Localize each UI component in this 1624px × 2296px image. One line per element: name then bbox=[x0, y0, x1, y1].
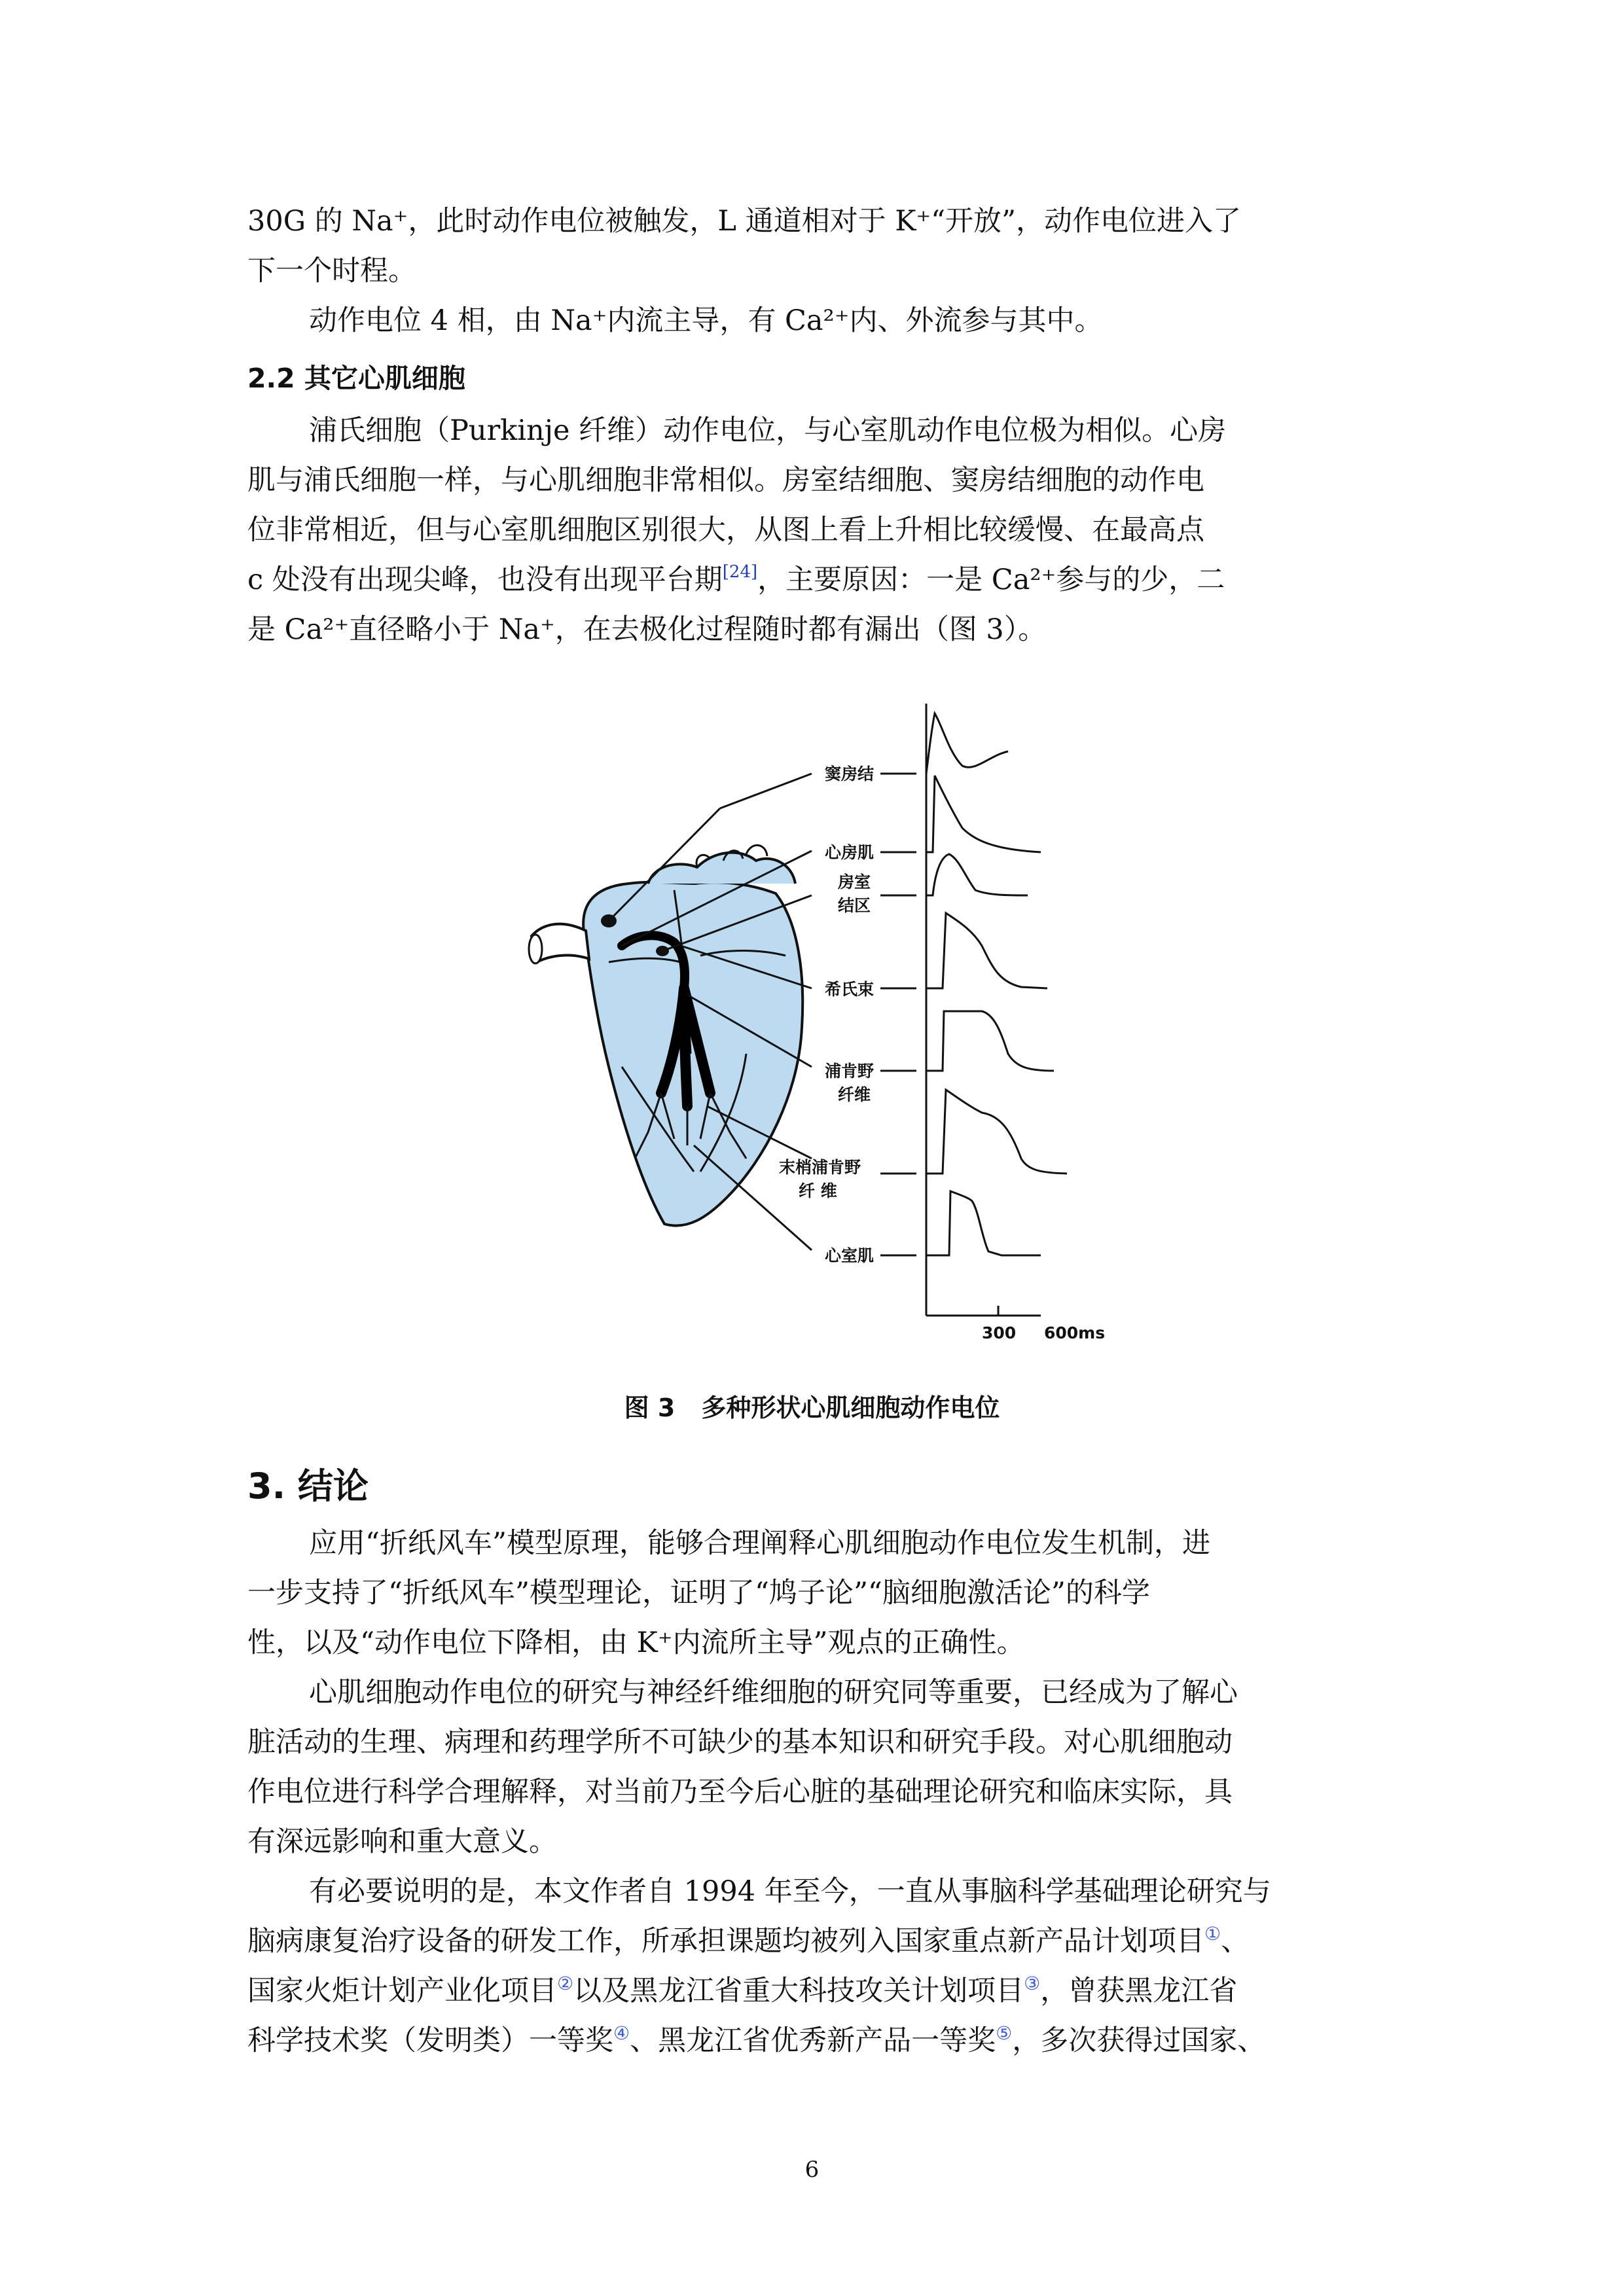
page-number: 6 bbox=[804, 2157, 820, 2183]
text-line bbox=[247, 555, 1390, 605]
text-line bbox=[247, 1916, 1390, 1966]
waveform-ventricle bbox=[926, 1191, 1041, 1255]
text-line bbox=[247, 1966, 1390, 2016]
text-fragment: ，曾获黑龙江省 bbox=[1040, 1975, 1238, 2007]
x-tick-600ms: 600ms bbox=[1044, 1323, 1106, 1342]
text-line: 有必要说明的是，本文作者自 1994 年至今，一直从事脑科学基础理论研究与 bbox=[309, 1875, 1271, 1908]
label-terminal-purkinje-1: 末梢浦肯野 bbox=[779, 1158, 861, 1177]
x-tick-300: 300 bbox=[982, 1323, 1017, 1342]
label-purkinje-2: 纤维 bbox=[838, 1085, 871, 1104]
figure-caption bbox=[0, 1388, 1624, 1424]
waveforms bbox=[926, 713, 1067, 1255]
heart-illustration bbox=[529, 845, 803, 1225]
section-heading-3: 3. 结论 bbox=[247, 1465, 369, 1507]
citation-link[interactable]: [24] bbox=[722, 562, 758, 582]
text-fragment: ，多次获得过国家、 bbox=[1012, 2024, 1266, 2057]
waveform-atrium bbox=[926, 776, 1041, 852]
waveform-av-node bbox=[926, 854, 1028, 895]
text-fragment: c 处没有出现尖峰，也没有出现平台期 bbox=[247, 564, 723, 596]
note-marker-4[interactable]: ④ bbox=[613, 2022, 630, 2044]
atrium-top bbox=[648, 853, 795, 884]
label-terminal-purkinje-2: 纤 维 bbox=[799, 1181, 837, 1200]
text-line: 心肌细胞动作电位的研究与神经纤维细胞的研究同等重要，已经成为了解心 bbox=[309, 1676, 1238, 1709]
text-line: 30G 的 Na⁺，此时动作电位被触发，L 通道相对于 K⁺“开放”，动作电位进入了 bbox=[247, 205, 1242, 238]
figure-heart-action-potentials bbox=[524, 687, 1146, 1361]
paragraph-conclusion-1 bbox=[247, 1518, 1390, 1668]
paragraph-conclusion-2 bbox=[247, 1668, 1390, 1867]
text-fragment: ，主要原因：一是 Ca²⁺参与的少，二 bbox=[757, 564, 1225, 596]
label-av-node-1: 房室 bbox=[838, 872, 871, 891]
text-line: 作电位进行科学合理解释，对当前乃至今后心脏的基础理论研究和临床实际，具 bbox=[247, 1776, 1233, 1808]
text-line: 下一个时程。 bbox=[247, 255, 416, 287]
label-his-bundle: 希氏束 bbox=[825, 980, 875, 999]
note-marker-5[interactable]: ⑤ bbox=[996, 2022, 1013, 2044]
text-line: 脏活动的生理、病理和药理学所不可缺少的基本知识和研究手段。对心肌细胞动 bbox=[247, 1726, 1233, 1759]
text-line: 动作电位 4 相，由 Na⁺内流主导，有 Ca²⁺内、外流参与其中。 bbox=[309, 304, 1103, 337]
waveform-his-bundle bbox=[926, 913, 1047, 988]
text-fragment: 、 bbox=[1221, 1925, 1250, 1958]
waveform-purkinje bbox=[926, 1011, 1054, 1071]
label-sa-node: 窦房结 bbox=[825, 764, 875, 783]
note-marker-1[interactable]: ① bbox=[1204, 1923, 1221, 1945]
text-fragment: 以及黑龙江省重大科技攻关计划项目 bbox=[573, 1975, 1024, 2007]
note-marker-3[interactable]: ③ bbox=[1024, 1973, 1041, 1994]
text-line: 性，以及“动作电位下降相，由 K⁺内流所主导”观点的正确性。 bbox=[247, 1626, 1025, 1659]
note-marker-2[interactable]: ② bbox=[557, 1973, 574, 1994]
text-line: 应用“折纸风车”模型原理，能够合理阐释心肌细胞动作电位发生机制，进 bbox=[309, 1527, 1210, 1560]
label-av-node-2: 结区 bbox=[838, 896, 871, 915]
heart-body bbox=[583, 882, 803, 1226]
label-atrium: 心房肌 bbox=[825, 843, 875, 862]
paragraph-action-potential bbox=[247, 196, 1390, 346]
label-purkinje-1: 浦肯野 bbox=[825, 1062, 875, 1081]
text-fragment: 科学技术奖（发明类）一等奖 bbox=[247, 2024, 613, 2057]
section-heading-2-2: 2.2 其它心肌细胞 bbox=[247, 363, 465, 394]
caption-text: 多种形状心肌细胞动作电位 bbox=[701, 1393, 1000, 1422]
text-line bbox=[247, 2016, 1390, 2066]
waveform-sa-node bbox=[926, 713, 1008, 774]
label-ventricle: 心室肌 bbox=[825, 1246, 875, 1265]
caption-number: 图 3 bbox=[624, 1393, 676, 1422]
text-fragment: 脑病康复治疗设备的研发工作，所承担课题均被列入国家重点新产品计划项目 bbox=[247, 1925, 1204, 1958]
text-fragment: 国家火炬计划产业化项目 bbox=[247, 1975, 557, 2007]
text-line: 一步支持了“折纸风车”模型理论，证明了“鸠子论”“脑细胞激活论”的科学 bbox=[247, 1577, 1150, 1609]
paragraph-conclusion-3 bbox=[247, 1867, 1390, 2066]
label-ticks bbox=[880, 774, 916, 1255]
vessel-opening bbox=[529, 935, 542, 963]
text-line: 位非常相近，但与心室肌细胞区别很大，从图上看上升相比较缓慢、在最高点 bbox=[247, 514, 1204, 547]
text-line: 肌与浦氏细胞一样，与心肌细胞非常相似。房室结细胞、窦房结细胞的动作电 bbox=[247, 464, 1204, 497]
text-line: 浦氏细胞（Purkinje 纤维）动作电位，与心室肌动作电位极为相似。心房 bbox=[309, 414, 1227, 447]
text-line: 有深远影响和重大意义。 bbox=[247, 1825, 557, 1858]
paragraph-other-cells bbox=[247, 406, 1390, 655]
text-fragment: 、黑龙江省优秀新产品一等奖 bbox=[630, 2024, 996, 2057]
text-line: 是 Ca²⁺直径略小于 Na⁺，在去极化过程随时都有漏出（图 3）。 bbox=[247, 613, 1047, 646]
waveform-terminal-purkinje bbox=[926, 1090, 1067, 1174]
